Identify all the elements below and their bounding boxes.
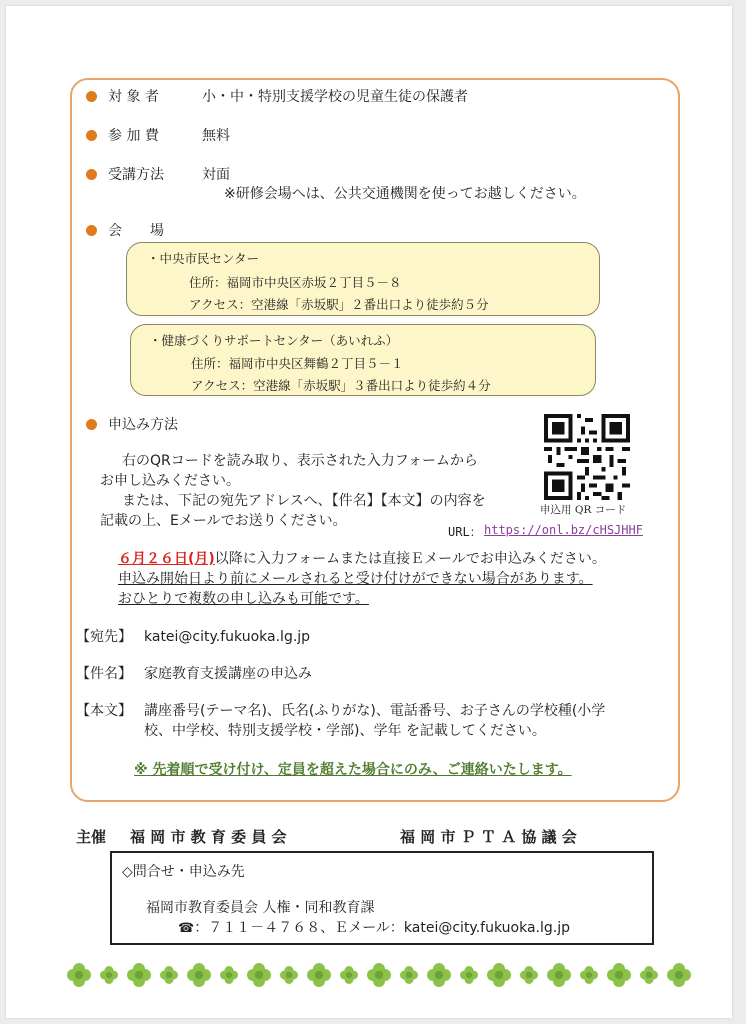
bullet-icon: [86, 225, 97, 236]
clover-icon: [160, 966, 178, 984]
clover-icon: [487, 963, 511, 987]
start-date: ６月２６日(月): [118, 551, 215, 567]
bullet-icon: [86, 91, 97, 102]
body-text: 講座番号(テーマ名)、氏名(ふりがな)、電話番号、お子さんの学校種(小学: [144, 703, 606, 719]
qr-code[interactable]: [544, 414, 630, 500]
page: [6, 6, 732, 1018]
fee-value: 無料: [202, 128, 230, 144]
apply-label: 申込み方法: [108, 417, 178, 433]
clover-icon: [307, 963, 331, 987]
clover-icon: [127, 963, 151, 987]
fee-label: 参 加 費: [108, 128, 159, 144]
body-label: 【本文】: [76, 703, 132, 719]
clover-icon: [100, 966, 118, 984]
bullet-icon: [86, 169, 97, 180]
clover-icon: [640, 966, 658, 984]
method-value: 対面: [202, 167, 230, 183]
to-label: 【宛先】: [76, 629, 132, 645]
clover-icon: [607, 963, 631, 987]
first-come-note: ※ 先着順で受け付け、定員を超えた場合にのみ、ご連絡いたします。: [134, 762, 572, 778]
clover-icon: [187, 963, 211, 987]
target-label: 対 象 者: [108, 89, 159, 105]
qr-caption: 申込用 QR コード: [540, 504, 627, 516]
clover-icon: [580, 966, 598, 984]
venue-access: アクセス：空港線「赤坂駅」２番出口より徒歩約５分: [189, 297, 489, 312]
method-note: ※研修会場へは、公共交通機関を使ってお越しください。: [224, 186, 586, 202]
clover-icon: [367, 963, 391, 987]
url-label: URL：: [448, 525, 482, 539]
clover-icon: [67, 963, 91, 987]
clover-icon: [427, 963, 451, 987]
contact-title: ◇問合せ・申込み先: [122, 864, 245, 880]
venue-name: ・健康づくりサポートセンター（あいれふ）: [149, 333, 399, 348]
apply-text: 右のQRコードを読み取り、表示された入力フォームから: [122, 453, 479, 469]
clover-icon: [460, 966, 478, 984]
clover-decoration: [64, 958, 694, 992]
phone-icon: ☎: [178, 921, 195, 936]
contact-dept: 福岡市教育委員会 人権・同和教育課: [146, 900, 375, 916]
contact-tel-text: ：７１１－４７６８、Ｅメール：katei@city.fukuoka.lg.jp: [194, 920, 570, 936]
contact-tel: [178, 919, 570, 938]
clover-icon: [667, 963, 691, 987]
organizer-label: 主催: [76, 828, 107, 846]
venue-label: 会 場: [108, 223, 164, 239]
subject-label: 【件名】: [76, 666, 132, 682]
venue-address: 住所：福岡市中央区舞鶴２丁目５－１: [191, 356, 404, 371]
bullet-icon: [86, 419, 97, 430]
method-label: 受講方法: [108, 167, 164, 183]
apply-text: 記載の上、Eメールでお送りください。: [100, 513, 347, 529]
venue-access: アクセス：空港線「赤坂駅」３番出口より徒歩約４分: [191, 378, 491, 393]
organizer-name: 福 岡 市 教 育 委 員 会: [130, 828, 287, 846]
bullet-icon: [86, 130, 97, 141]
clover-icon: [340, 966, 358, 984]
venue-box: [130, 324, 596, 396]
notice-line: [118, 550, 606, 568]
venue-name: ・中央市民センター: [147, 251, 260, 266]
clover-icon: [400, 966, 418, 984]
organizer-name: 福 岡 市 Ｐ Ｔ Ａ 協 議 会: [400, 828, 577, 846]
notice-multi: おひとりで複数の申し込みも可能です。: [118, 591, 369, 607]
notice-text: 以降に入力フォームまたは直接Ｅメールでお申込みください。: [214, 551, 606, 567]
subject-value: 家庭教育支援講座の申込み: [144, 666, 312, 682]
venue-box: [126, 242, 600, 316]
clover-icon: [520, 966, 538, 984]
venue-address: 住所：福岡市中央区赤坂２丁目５－８: [189, 275, 402, 290]
apply-text: お申し込みください。: [100, 473, 240, 489]
apply-url-link[interactable]: https://onl.bz/cHSJHHF: [484, 523, 643, 537]
body-text: 校、中学校、特別支援学校・学部)、学年 を記載してください。: [144, 723, 546, 739]
contact-box: [110, 851, 654, 945]
target-value: 小・中・特別支援学校の児童生徒の保護者: [202, 89, 468, 105]
clover-icon: [247, 963, 271, 987]
clover-icon: [220, 966, 238, 984]
clover-icon: [547, 963, 571, 987]
to-address: katei@city.fukuoka.lg.jp: [144, 629, 311, 645]
clover-icon: [280, 966, 298, 984]
notice-warning: 申込み開始日より前にメールされると受け付けができない場合があります。: [118, 571, 593, 587]
apply-text: または、下記の宛先アドレスへ、【件名】【本文】の内容を: [122, 493, 486, 509]
